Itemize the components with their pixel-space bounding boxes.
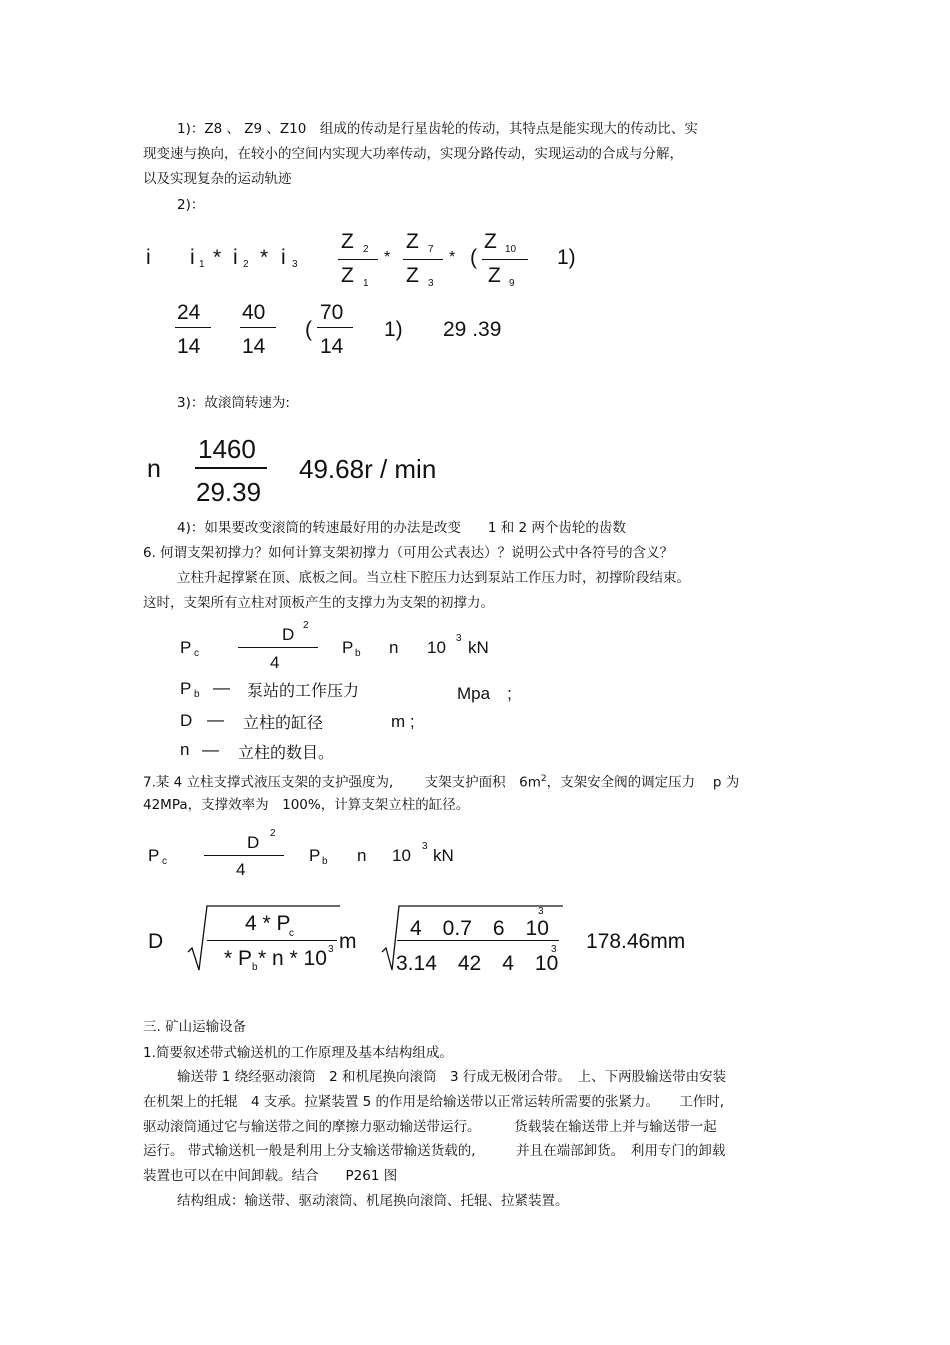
def2-unit: m ; [391,712,415,731]
eq4-D: D [282,625,295,644]
def3-dash: — [202,740,219,759]
frac-c-num: 70 [320,301,344,324]
eq4-Pb: P [342,638,354,657]
eq5-ten: 10 [392,846,411,865]
frac-a-num: 24 [177,301,201,324]
eq-i2-sub: 2 [243,259,249,270]
section-3-line-4: 运行。 带式输送机一般是利用上分支输送带输送货载的, 并且在端部卸货。 利用专门的卸载 [143,1143,726,1159]
eq6-r1-den-exp: 3 [328,944,334,955]
eq3-n: n [147,455,161,483]
eq-star-4: * [449,249,456,266]
eq2-paren-open: ( [305,318,312,341]
section-3-line-3: 驱动滚筒通过它与输送带之间的摩擦力驱动输送带运行。 货载装在输送带上并与输送带一起 [143,1119,717,1135]
eq6-r2-den-exp: 3 [551,944,557,955]
eq6-r1-den-sub: b [252,962,258,973]
eq5-D-exp: 2 [270,828,276,839]
eq6-r1-bar [207,940,337,941]
eq4-D-exp: 2 [303,620,309,631]
q7-line-1b: ，支架安全阀的调定压力 p 为 [546,774,740,791]
section-3-line-5: 装置也可以在中间卸载。结合 P261 图 [143,1168,398,1184]
eq5-n: n [357,846,367,865]
section-3-line-1: 输送带 1 绕经驱动滚筒 2 和机尾换向滚筒 3 行成无极闭合带。 上、下两股输送带由安装 [177,1069,727,1085]
def1-text: 泵站的工作压力 [247,683,360,700]
answer-1-line-1: 1)：Z8 、 Z9 、Z10 组成的传动是行星齿轮的传动，其特点是能实现大的传动比、实 [177,121,698,137]
eq6-r1-den-b: * n * 10 [258,947,327,970]
eq6-m: m [339,930,357,953]
eq-symbol-i: i [146,246,151,269]
eq4-ten-exp: 3 [456,633,462,644]
eq3-result: 49.68r / min [299,454,437,484]
def1-dash: — [213,678,230,697]
def3-symbol: n [180,740,190,759]
frac-b-bar [240,327,276,328]
eq4-bar [238,647,318,648]
eq6-r2-bar [397,940,559,941]
eq-i2: i [233,246,238,269]
def2-symbol: D [180,711,193,730]
def2-dash: — [207,710,224,729]
question-7-line-2: 42MPa，支撑效率为 100%，计算支架立柱的缸径。 [143,797,470,813]
eq6-r1-den-a: * P [224,947,253,970]
def2-text: 立柱的缸径 [243,715,324,732]
eq4-four: 4 [270,653,280,672]
eq4-P-sub: c [194,648,199,659]
eq5-Pb: P [309,846,321,865]
eq5-P: P [148,846,160,865]
section-3-line-2: 在机架上的托辊 4 支承。拉紧装置 5 的作用是给输送带以正常运转所需要的张紧力。 工作时, [143,1094,725,1110]
eq3-num: 1460 [198,434,256,464]
eq-tail: 1) [557,246,576,269]
eq6-r1-num-sub: c [289,928,294,939]
frac-c-den: 14 [320,335,344,358]
frac3-den: Z [488,264,501,287]
q7-line-1a: 7.某 4 立柱支撑式液压支架的支护强度为, 支架支护面积 6m [143,774,541,791]
eq2-tail: 1) [384,318,403,341]
frac-a-bar [175,327,211,328]
frac1-bar [338,259,378,260]
frac3-num-sub: 10 [505,244,517,255]
eq-i3-sub: 3 [292,259,298,270]
section-3-title: 三. 矿山运输设备 [143,1019,247,1035]
frac1-den-sub: 1 [363,278,369,289]
eq4-Pb-sub: b [355,648,361,659]
question-6-line-1: 立柱升起撑紧在顶、底板之间。当立柱下腔压力达到泵站工作压力时，初撑阶段结束。 [177,570,690,586]
eq-i1-sub: 1 [199,259,205,270]
frac2-num-sub: 7 [428,244,434,255]
section-3-line-6: 结构组成：输送带、驱动滚筒、机尾换向滚筒、托辊、拉紧装置。 [177,1193,569,1209]
eq6-r2-den: 3.14 42 4 10 [396,952,559,975]
frac3-bar [482,259,528,260]
eq3-bar [195,467,267,469]
answer-1-line-3: 以及实现复杂的运动轨迹 [143,171,292,187]
frac-c-bar [317,327,353,328]
frac1-den: Z [341,264,354,287]
eq2-result: 29 .39 [443,318,502,341]
eq6-r2-num-exp: 3 [538,906,544,917]
frac-a-den: 14 [177,335,201,358]
frac3-num: Z [484,230,497,253]
frac-b-den: 14 [242,335,266,358]
eq-star-1: * [213,246,222,269]
frac2-bar [403,259,443,260]
eq5-bar [204,855,284,856]
eq5-Pb-sub: b [322,856,328,867]
section-3-question-1: 1.简要叙述带式输送机的工作原理及基本结构组成。 [143,1045,453,1061]
answer-1-line-2: 现变速与换向，在较小的空间内实现大功率传动，实现分路传动，实现运动的合成与分解， [143,146,683,162]
eq4-ten: 10 [427,638,446,657]
frac-b-num: 40 [242,301,266,324]
eq6-r2-num: 4 0.7 6 10 [410,917,549,940]
eq5-four: 4 [236,860,246,879]
q7-sup: 2 [540,774,547,784]
frac3-den-sub: 9 [509,278,515,289]
eq6-r1-num: 4 * P [245,912,291,935]
frac2-den-sub: 3 [428,278,434,289]
eq-star-3: * [384,249,391,266]
question-6-line-2: 这时，支架所有立柱对顶板产生的支撑力为支架的初撑力。 [143,595,494,611]
eq4-n: n [389,638,399,657]
def1-symbol: P [180,679,192,698]
eq5-unit: kN [433,846,454,865]
answer-2-label: 2)： [177,197,205,213]
question-7-line-1 [143,771,739,791]
eq6-D: D [148,930,164,953]
frac2-num: Z [406,230,419,253]
def1-unit: Mpa ; [457,684,512,703]
eq4-unit: kN [468,638,489,657]
eq5-ten-exp: 3 [422,841,428,852]
eq6-result: 178.46mm [586,930,686,953]
eq5-D: D [247,833,260,852]
answer-3-text: 3)：故滚筒转速为: [177,395,290,411]
eq-i3: i [281,246,286,269]
answer-4-text: 4)：如果要改变滚筒的转速最好用的办法是改变 1 和 2 两个齿轮的齿数 [177,520,626,536]
frac1-num: Z [341,230,354,253]
eq5-P-sub: c [162,856,167,867]
frac2-den: Z [406,264,419,287]
def1-symbol-sub: b [194,689,200,700]
question-6-title: 6. 何谓支架初撑力？如何计算支架初撑力（可用公式表达）？说明公式中各符号的含义？ [143,545,674,561]
eq-star-2: * [260,246,269,269]
eq4-P: P [180,638,192,657]
def3-text: 立柱的数目。 [238,745,335,762]
eq3-den: 29.39 [196,477,262,507]
eq-paren-open: ( [470,246,477,269]
frac1-num-sub: 2 [363,244,369,255]
eq-i1: i [190,246,195,269]
